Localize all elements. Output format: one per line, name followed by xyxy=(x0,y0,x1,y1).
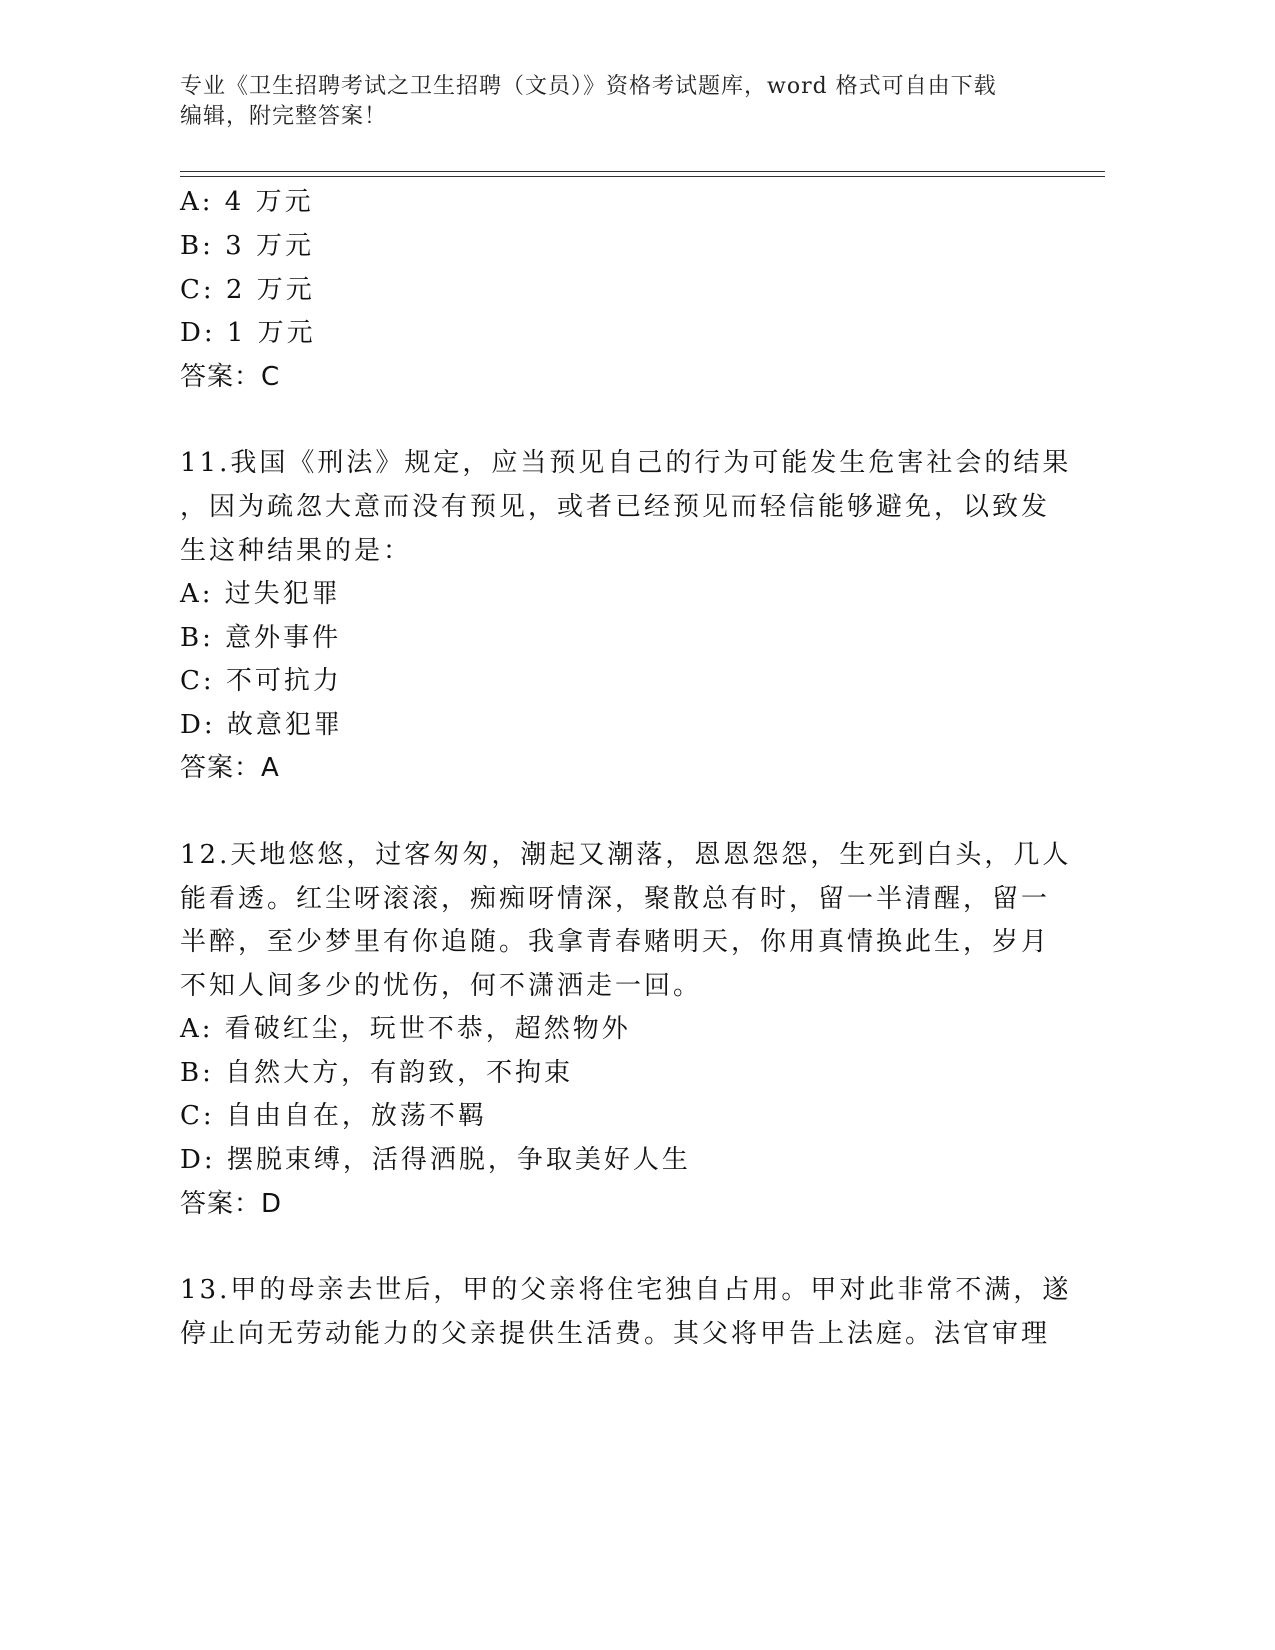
q13-stem-line-1: 13.甲的母亲去世后，甲的父亲将住宅独自占用。甲对此非常不满，遂 xyxy=(180,1275,1072,1305)
q12-answer: 答案：D xyxy=(180,1189,283,1219)
q10-option-c: C: 2 万元 xyxy=(180,275,315,305)
q11-answer: 答案：A xyxy=(180,753,280,783)
header-line-1: 专业《卫生招聘考试之卫生招聘（文员）》资格考试题库，word 格式可自由下载 xyxy=(180,74,997,99)
q11-stem-line-2: ，因为疏忽大意而没有预见，或者已经预见而轻信能够避免，以致发 xyxy=(180,492,1051,522)
q12-stem-line-1: 12.天地悠悠，过客匆匆，潮起又潮落，恩恩怨怨，生死到白头，几人 xyxy=(180,840,1072,870)
q10-option-a: A: 4 万元 xyxy=(180,187,314,217)
q12-option-a: A: 看破红尘，玩世不恭，超然物外 xyxy=(180,1014,631,1044)
q12-option-c: C: 自由自在，放荡不羁 xyxy=(180,1101,487,1131)
q11-stem-line-1: 11.我国《刑法》规定，应当预见自己的行为可能发生危害社会的结果 xyxy=(180,448,1072,478)
q10-option-b: B: 3 万元 xyxy=(180,231,314,261)
header-line-2: 编辑，附完整答案！ xyxy=(180,104,388,129)
q12-stem-line-3: 半醉，至少梦里有你追随。我拿青春赌明天，你用真情换此生，岁月 xyxy=(180,927,1051,957)
page-header xyxy=(180,72,1040,132)
q11-option-b: B: 意外事件 xyxy=(180,623,342,653)
q10-answer: 答案：C xyxy=(180,362,281,392)
q11-option-c: C: 不可抗力 xyxy=(180,666,342,696)
q12-stem-line-4: 不知人间多少的忧伤，何不潇洒走一回。 xyxy=(180,971,703,1001)
q13-stem-line-2: 停止向无劳动能力的父亲提供生活费。其父将甲告上法庭。法官审理 xyxy=(180,1319,1051,1349)
q12-option-b: B: 自然大方，有韵致，不拘束 xyxy=(180,1058,574,1088)
q12-option-d: D: 摆脱束缚，活得洒脱，争取美好人生 xyxy=(180,1145,691,1175)
q11-stem-line-3: 生这种结果的是： xyxy=(180,536,413,566)
q11-option-a: A: 过失犯罪 xyxy=(180,579,341,609)
header-divider-bottom xyxy=(180,176,1105,177)
q12-stem-line-2: 能看透。红尘呀滚滚，痴痴呀情深，聚散总有时，留一半清醒，留一 xyxy=(180,884,1051,914)
q10-option-d: D: 1 万元 xyxy=(180,318,316,348)
q11-option-d: D: 故意犯罪 xyxy=(180,710,343,740)
header-divider-top xyxy=(180,171,1105,172)
